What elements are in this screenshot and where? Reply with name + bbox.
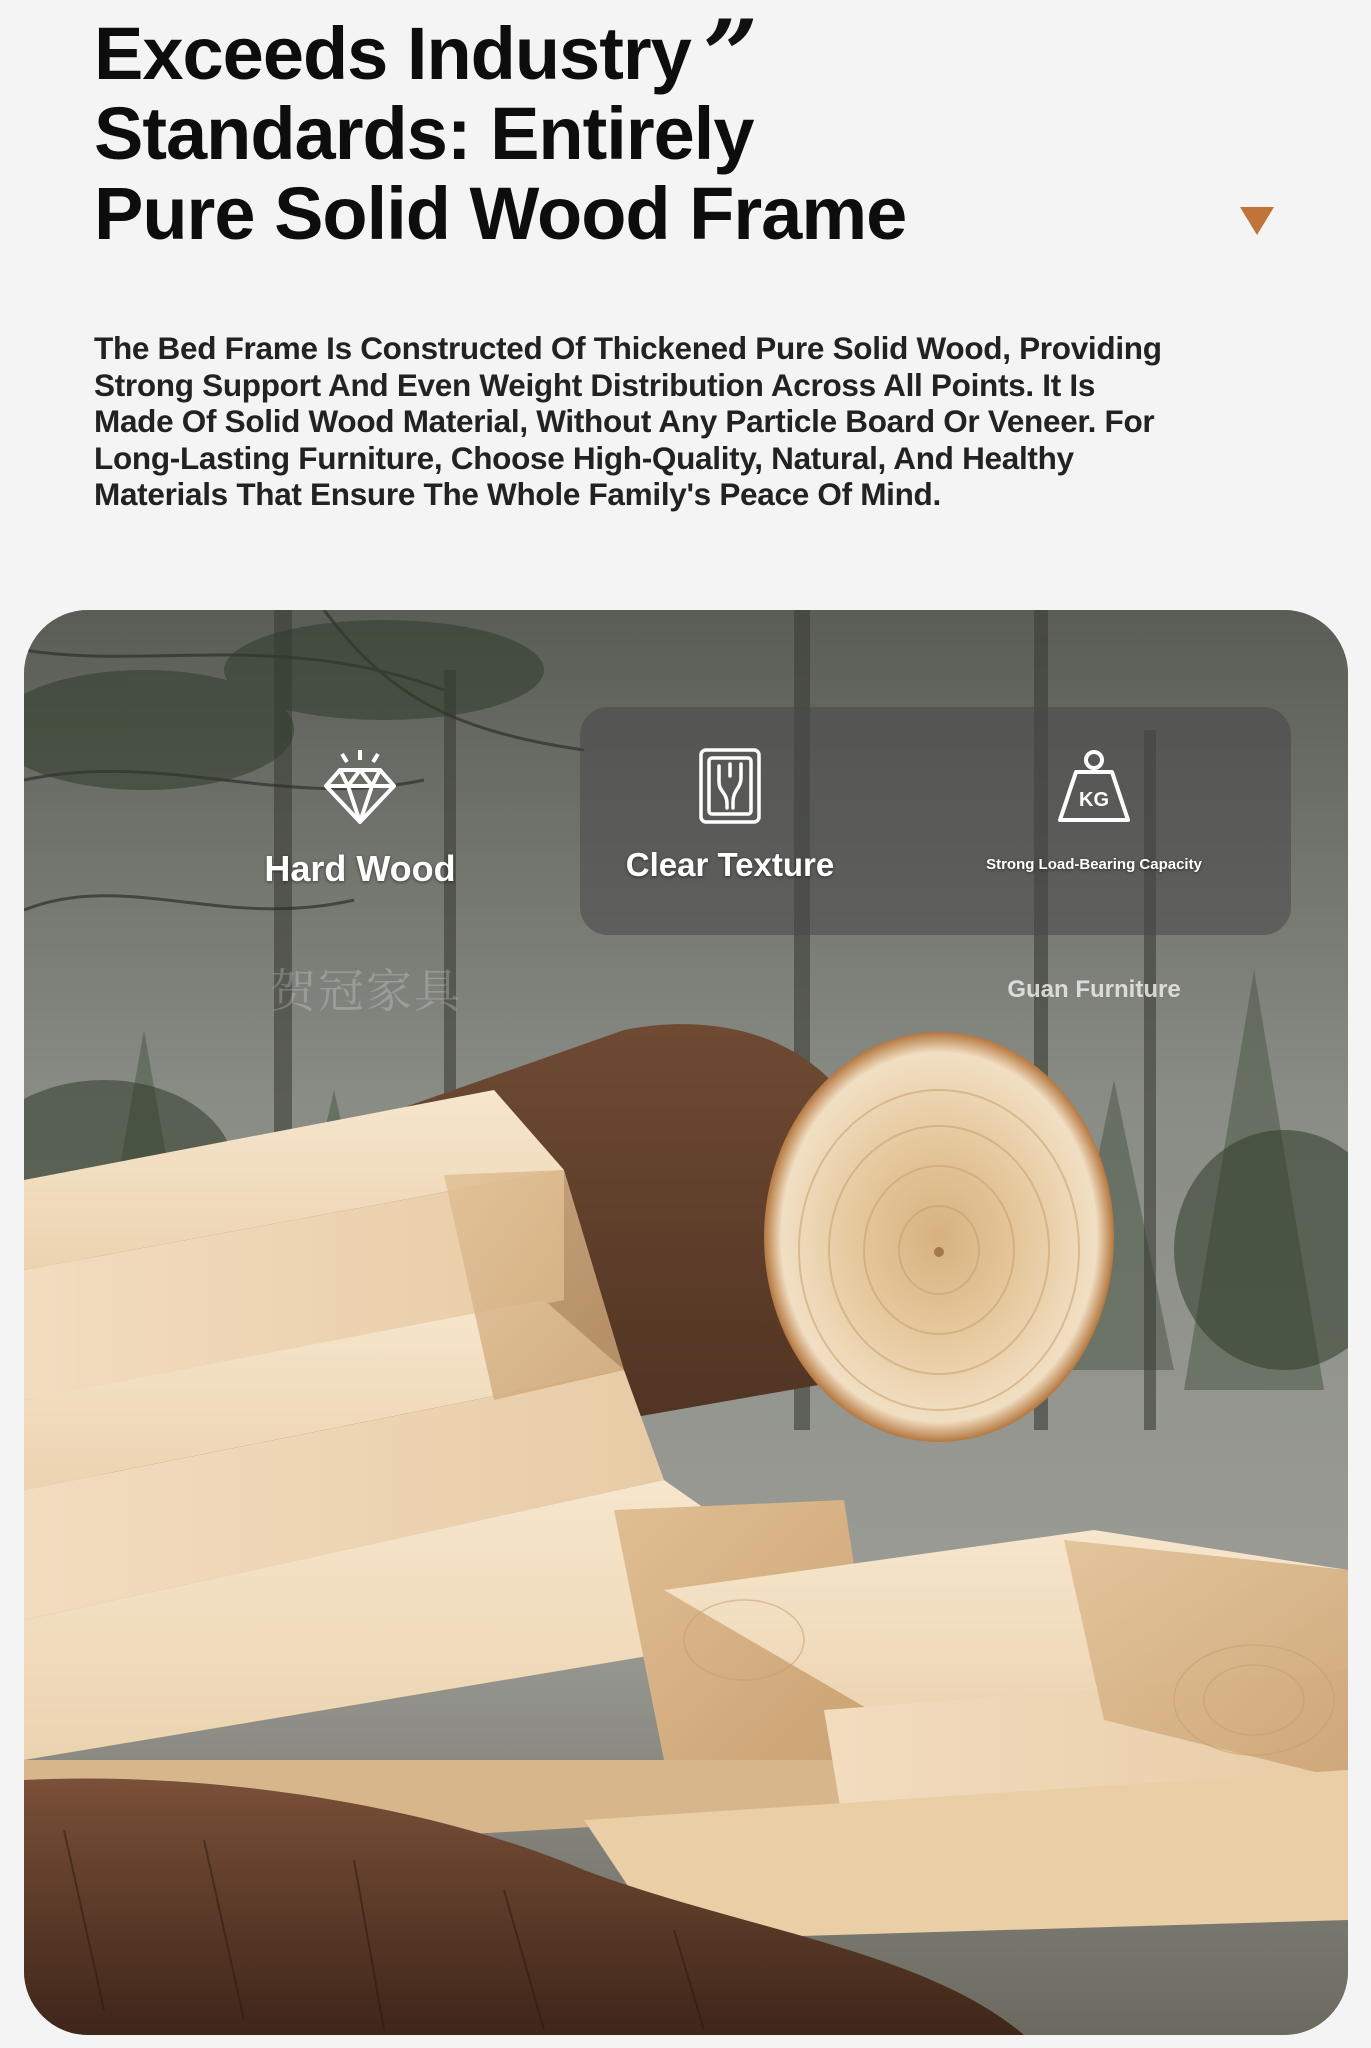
page-title [94,14,994,254]
feature-label: Hard Wood [264,848,456,889]
feature-load-bearing [944,746,1244,873]
diamond-icon [320,746,400,826]
quote-mark-icon: ” [703,0,759,112]
solid-wood-photo [24,610,1348,2035]
feature-label: Clear Texture [625,846,835,883]
wood-grain-icon [697,746,763,826]
feature-label: Strong Load-Bearing Capacity [986,856,1202,873]
title-line-1: Exceeds Industry [94,12,691,95]
weight-kg-icon [1056,746,1132,826]
title-line-3: Pure Solid Wood Frame [94,172,907,255]
watermark-chinese: 贺冠家具 [270,964,462,1018]
triangle-down-icon [1240,207,1274,235]
brand-watermark: Guan Furniture [1007,976,1181,1003]
feature-clear-texture [580,746,880,884]
title-line-2: Standards: Entirely [94,92,754,175]
product-description: The Bed Frame Is Constructed Of Thickened Pure Solid Wood, Providing Strong Support And Even Weight Distribution Across All Points. It Is Made Of Solid Wood Material, Without Any Particle Board Or Veneer. For Long-Lasting Furniture, Choose High-Quality, Natural, And Healthy Materials That Ensure The Whole Family's Peace Of Mind. [94,330,1162,512]
weight-kg-text: KG [1079,789,1109,811]
feature-hard-wood [210,746,510,890]
